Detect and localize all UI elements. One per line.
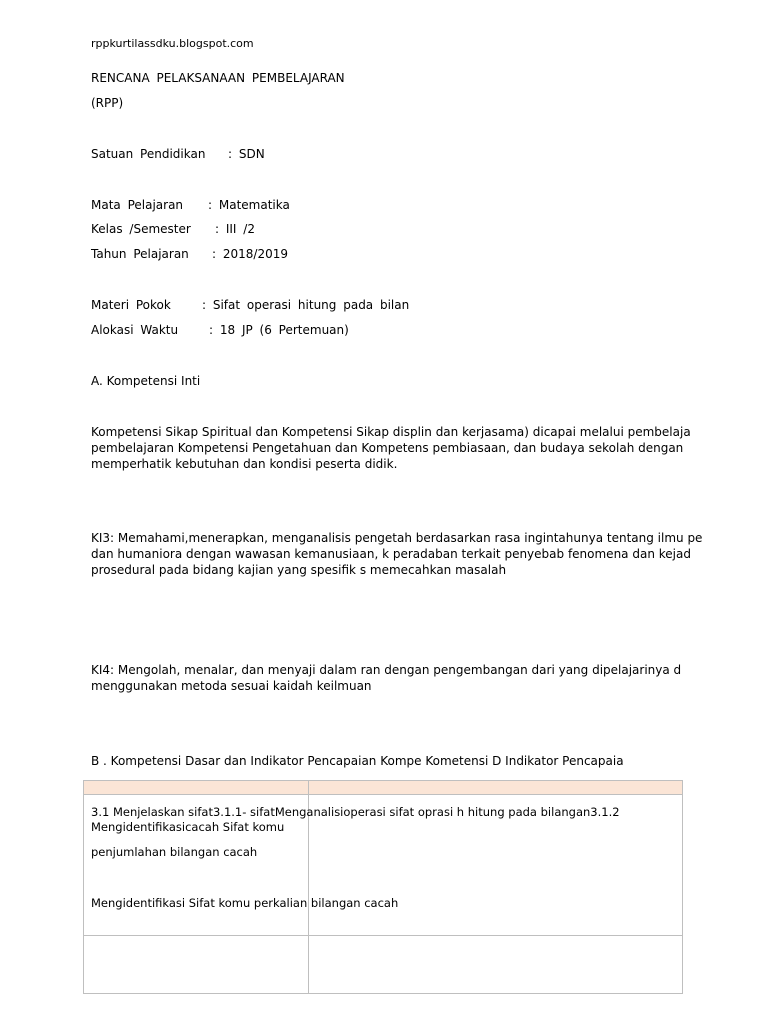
field-label: Alokasi Waktu — [91, 323, 179, 337]
table-cell-text: penjumlahan bilangan cacah — [91, 845, 258, 859]
paragraph-line: Kompetensi Sikap Spiritual dan Kompetensi Sikap displin dan kerjasama) dicapai melalui pembelaja — [91, 425, 691, 439]
table-bottom-border — [84, 993, 683, 994]
table-left-border — [83, 780, 84, 994]
field-value: : III /2 — [215, 222, 255, 236]
field-alokasi-waktu — [91, 323, 349, 338]
paragraph-line: menggunakan metoda sesuai kaidah keilmuan — [91, 679, 372, 693]
field-label: Tahun Pelajaran — [91, 247, 189, 261]
table-row-divider — [84, 935, 683, 936]
field-value: : 2018/2019 — [212, 247, 288, 261]
field-materi-pokok — [91, 298, 410, 313]
paragraph-line: dan humaniora dengan wawasan kemanusiaan, k peradaban terkait penyebab fenomena dan kejad — [91, 547, 691, 561]
field-label: Mata Pelajaran — [91, 198, 184, 212]
table-cell-text: 3.1 Menjelaskan sifat3.1.1- sifatMenganalisioperasi sifat oprasi h hitung pada bilangan3.1.2 — [91, 805, 620, 819]
field-value: : Sifat operasi hitung pada bilan — [202, 298, 410, 312]
field-mata-pelajaran — [91, 198, 290, 213]
paragraph-line: KI4: Mengolah, menalar, dan menyaji dalam ran dengan pengembangan dari yang dipelajarinya d — [91, 663, 682, 677]
section-b-heading: B . Kompetensi Dasar dan Indikator Pencapaian Kompe Kometensi D Indikator Pencapaia — [91, 754, 624, 768]
document-title: RENCANA PELAKSANAAN PEMBELAJARAN — [91, 71, 345, 85]
table-cell-text: Mengidentifikasicacah Sifat komu — [91, 820, 285, 834]
table-right-border — [682, 780, 683, 994]
field-label: Kelas /Semester — [91, 222, 191, 236]
section-a-heading: A. Kompetensi Inti — [91, 374, 201, 388]
ki3-paragraph — [91, 530, 768, 578]
field-value: : Matematika — [208, 198, 290, 212]
field-tahun-pelajaran — [91, 247, 288, 262]
table-header-row — [84, 781, 683, 794]
field-kelas-semester — [91, 222, 255, 237]
paragraph-line: prosedural pada bidang kajian yang spesifik s memecahkan masalah — [91, 563, 507, 577]
ki4-paragraph — [91, 662, 768, 694]
table-cell-text: Mengidentifikasi Sifat komu perkalian bilangan cacah — [91, 896, 399, 910]
field-label: Materi Pokok — [91, 298, 171, 312]
field-satuan-pendidikan — [91, 147, 265, 162]
field-label: Satuan Pendidikan — [91, 147, 206, 161]
field-value: : 18 JP (6 Pertemuan) — [209, 323, 349, 337]
paragraph-line: pembelajaran Kompetensi Pengetahuan dan Kompetens pembiasaan, dan budaya sekolah dengan — [91, 441, 684, 455]
kompetensi-sikap-paragraph — [91, 424, 768, 472]
paragraph-line: KI3: Memahami,menerapkan, menganalisis pengetah berdasarkan rasa ingintahunya tentang ilmu pe — [91, 531, 703, 545]
document-subtitle: (RPP) — [91, 96, 124, 110]
site-url: rppkurtilassdku.blogspot.com — [91, 37, 254, 50]
table-header-divider — [84, 794, 683, 795]
field-value: : SDN — [228, 147, 265, 161]
paragraph-line: memperhatik kebutuhan dan kondisi peserta didik. — [91, 457, 398, 471]
